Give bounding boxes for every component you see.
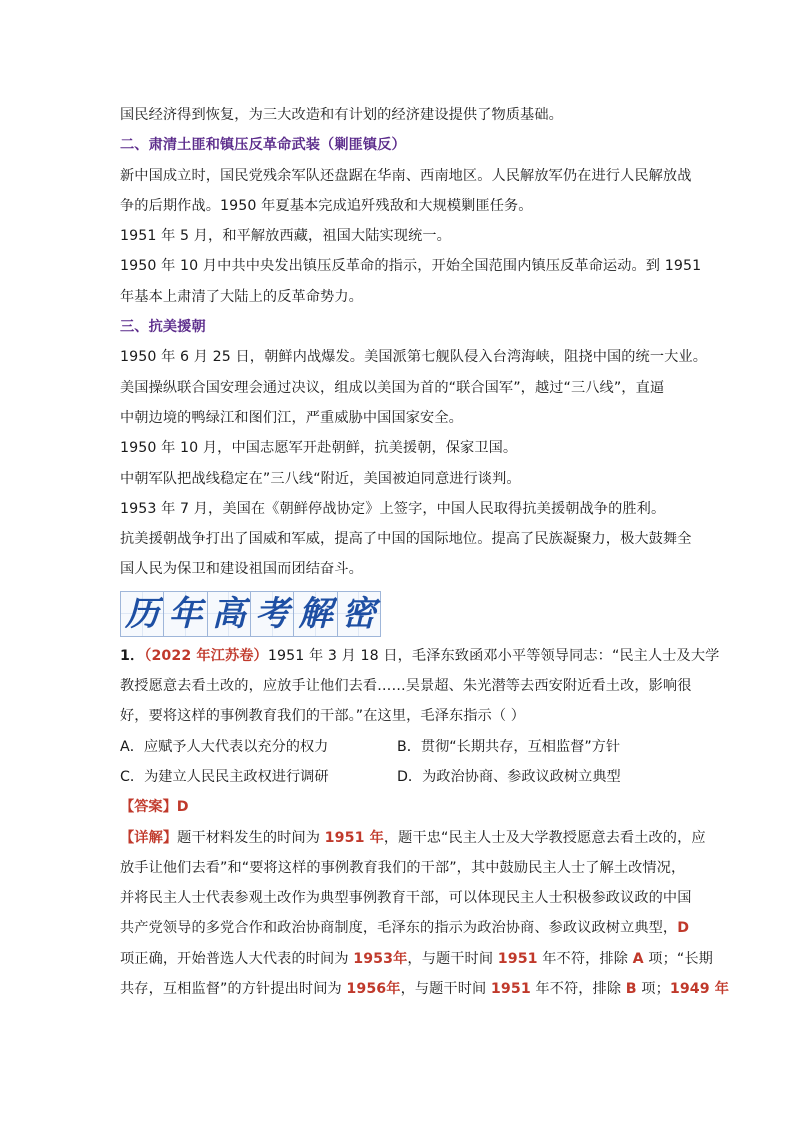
section-2-line: 1950 年 10 月中共中央发出镇压反革命的指示，开始全国范围内镇压反革命运动。到 1951: [120, 258, 702, 275]
explanation-text: 项正确，开始普选人大代表的时间为: [120, 950, 354, 967]
explanation-line: [120, 823, 706, 853]
section-3-line: 1950 年 10 月，中国志愿军开赴朝鲜，抗美援朝，保家卫国。: [120, 440, 518, 457]
section-3-line: 美国操纵联合国安理会通过决议，组成以美国为首的“联合国军”，越过“三八线”，直逼: [120, 379, 665, 396]
banner-char: 历: [120, 591, 164, 637]
intro-line: 国民经济得到恢复，为三大改造和有计划的经济建设提供了物质基础。: [120, 107, 563, 123]
section-3-line: 中朝军队把战线稳定在”三八线“附近，美国被迫同意进行谈判。: [120, 470, 521, 487]
banner-char: 考: [250, 591, 294, 637]
explanation-text: ，与题干时间: [400, 981, 491, 998]
explanation-line: 放手让他们去看”和“要将这样的事例教育我们的干部”，其中鼓励民主人士了解土改情况，: [120, 859, 686, 876]
question-number: 1．: [120, 647, 145, 664]
question-stem-line: 教授愿意去看土改的，应放手让他们去看……吴景超、朱光潜等去西安附近看土改，影响很: [120, 678, 692, 695]
exam-banner: [120, 591, 380, 637]
section-3-line: 1953 年 7 月，美国在《朝鲜停战协定》上签字，中国人民取得抗美援朝战争的胜利。: [120, 500, 666, 517]
explanation-text: ，与题干时间: [407, 950, 498, 967]
section-3-line: 抗美援朝战争打出了国威和军威，提高了中国的国际地位。提高了民族凝聚力，极大鼓舞全: [120, 531, 692, 548]
explanation-line: 并将民主人士代表参观土改作为典型事例教育干部，可以体现民主人士积极参政议政的中国: [120, 890, 692, 907]
explanation-text: 项；: [636, 981, 670, 998]
section-2-line: 年基本上肃清了大陆上的反革命势力。: [120, 288, 363, 305]
explanation-text: 共产党领导的多党合作和政治协商制度，毛泽东的指示为政治协商、参政议政树立典型，: [120, 920, 678, 937]
question-stem-line: 好，要将这样的事例教育我们的干部。”在这里，毛泽东指示（ ）: [120, 708, 526, 725]
answer-line: [120, 792, 680, 822]
explanation-label: 【详解】: [120, 829, 178, 846]
options-row: [120, 732, 680, 762]
explanation-highlight: 1951: [497, 950, 538, 967]
explanation-highlight: 1951: [490, 981, 531, 998]
section-2-line: 1951 年 5 月，和平解放西藏，祖国大陆实现统一。: [120, 228, 451, 245]
explanation-text: 年不符，排除: [530, 981, 626, 998]
section-3-line: 国人民为保卫和建设祖国而团结奋斗。: [120, 561, 363, 578]
option-d[interactable]: D．为政治协商、参政议政树立典型: [397, 768, 621, 785]
answer-label: 【答案】: [120, 799, 177, 816]
document-page: [120, 100, 730, 1004]
section-2-line: 争的后期作战。1950 年夏基本完成追歼残敌和大规模剿匪任务。: [120, 197, 533, 214]
section-3-line: 中朝边境的鸭绿江和图们江，严重威胁中国国家安全。: [120, 409, 463, 426]
explanation-text: ，题干忠“民主人士及大学教授愿意去看土改的，应: [383, 829, 706, 846]
explanation-text: 题干材料发生的时间为: [177, 829, 325, 846]
section-2-heading: 二、肃清土匪和镇压反革命武装（剿匪镇反）: [120, 137, 406, 154]
explanation-line: [120, 974, 730, 1004]
option-c[interactable]: C．为建立人民民主政权进行调研: [120, 768, 329, 785]
explanation-highlight: 1953年: [353, 950, 408, 967]
banner-char: 解: [293, 591, 337, 637]
section-3-heading: 三、抗美援朝: [120, 319, 206, 336]
option-a[interactable]: A．应赋予人大代表以充分的权力: [120, 738, 329, 755]
banner-char: 高: [207, 591, 251, 637]
option-b[interactable]: B．贯彻“长期共存，互相监督”方针: [397, 738, 621, 755]
answer-value: D: [176, 799, 189, 816]
explanation-highlight: B: [625, 981, 637, 998]
explanation-highlight: 1956年: [346, 981, 401, 998]
explanation-text: 年不符，排除: [537, 950, 633, 967]
explanation-highlight: A: [632, 950, 644, 967]
question-stem-text: 1951 年 3 月 18 日，毛泽东致函邓小平等领导同志：“民主人士及大学: [267, 647, 720, 664]
banner-char: 密: [337, 591, 381, 637]
options-row: [120, 762, 680, 792]
explanation-highlight: 1951 年: [324, 829, 384, 846]
explanation-text: 共存，互相监督”的方针提出时间为: [120, 981, 347, 998]
section-2-line: 新中国成立时，国民党残余军队还盘踞在华南、西南地区。人民解放军仍在进行人民解放战: [120, 167, 692, 184]
section-3-line: 1950 年 6 月 25 日，朝鲜内战爆发。美国派第七舰队侵入台湾海峡，阻挠中国的统一大业。: [120, 349, 707, 366]
explanation-line: [120, 913, 690, 943]
banner-char: 年: [163, 591, 207, 637]
explanation-highlight: 1949 年: [669, 981, 730, 998]
question-stem-line: [120, 641, 720, 671]
explanation-highlight: D: [677, 920, 690, 937]
explanation-line: [120, 944, 713, 974]
explanation-text: 项；“长期: [643, 950, 713, 967]
question-source: （2022 年江苏卷）: [144, 647, 268, 664]
